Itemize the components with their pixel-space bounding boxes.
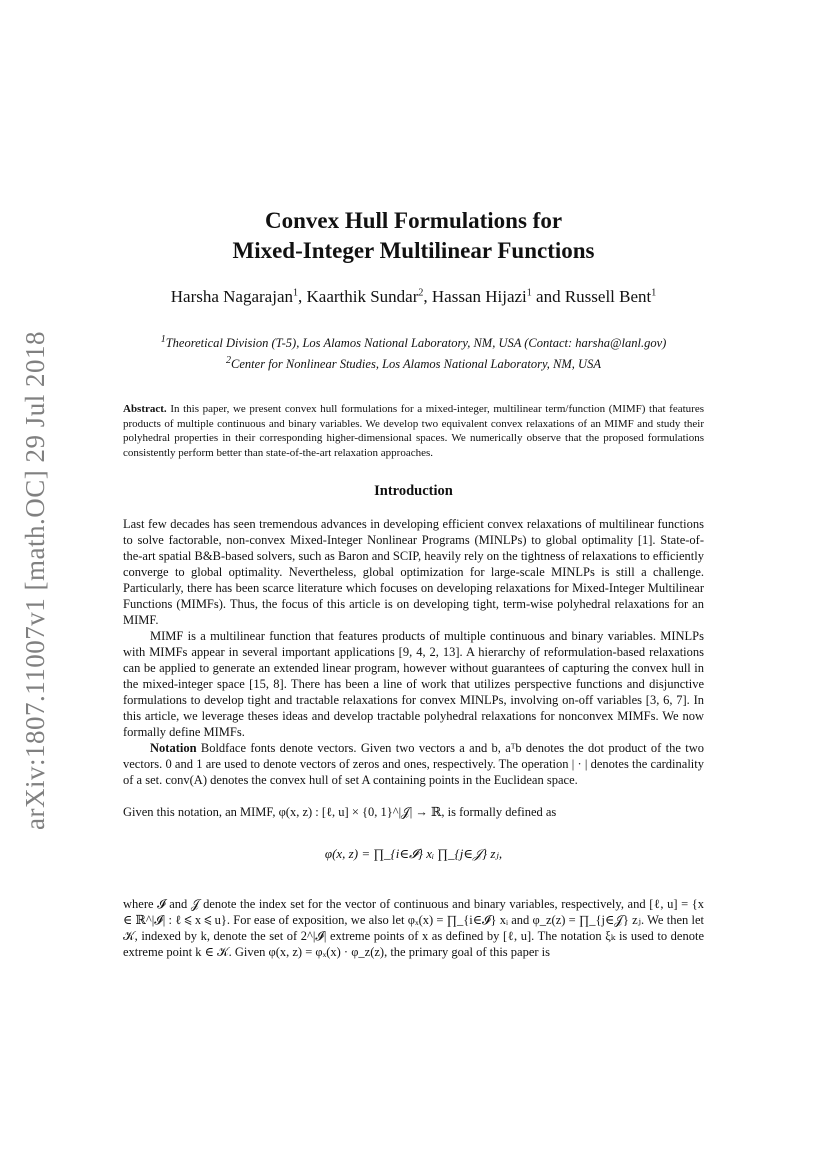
author-name: Kaarthik Sundar — [306, 287, 419, 306]
mimf-equation: φ(x, z) = ∏_{i∈𝓘} xᵢ ∏_{j∈𝒥} zⱼ, — [324, 846, 503, 861]
notation-paragraph — [123, 740, 704, 788]
author-separator: , — [423, 287, 432, 306]
notation-heading: Notation — [150, 741, 197, 755]
abstract — [123, 402, 704, 460]
author-affiliation-mark: 1 — [526, 287, 532, 299]
abstract-label: Abstract. — [123, 403, 167, 415]
introduction-body — [123, 516, 704, 820]
author-separator: , — [298, 287, 307, 306]
paper-title — [123, 206, 704, 266]
author-list — [123, 287, 704, 307]
author-affiliation-mark: 1 — [651, 287, 657, 299]
section-heading: Introduction — [374, 483, 453, 499]
arxiv-identifier: arXiv:1807.11007v1 [math.OC] 29 Jul 2018 — [19, 330, 50, 830]
affiliation-text: Theoretical Division (T-5), Los Alamos National Laboratory, NM, USA (Contact: harsha@lanl.gov) — [165, 336, 667, 351]
affiliations — [123, 331, 704, 373]
affiliation-mark: 1 — [160, 334, 166, 345]
arxiv-stamp — [10, 325, 60, 835]
title-line-2: Mixed-Integer Multilinear Functions — [232, 238, 595, 263]
paragraph: Given this notation, an MIMF, φ(x, z) : [ℓ, u] × {0, 1}^|𝒥| → ℝ, is formally defined as — [123, 805, 557, 819]
affiliation-item — [123, 352, 704, 373]
author-affiliation-mark: 1 — [293, 287, 298, 299]
author-name: Russell Bent — [564, 287, 652, 306]
author-separator: and — [531, 287, 565, 306]
paragraph: MIMF is a multilinear function that features products of multiple continuous and binary variables. MINLPs with MIMFs appear in several important applications [9, 4, 2, 13]. A hierarchy of reformulation-based relaxations can be applied to generate an extended linear program, however without guarantees of capturing the convex hull in the mixed-integer space [15, 8]. There has been a line of work that utilizes perspective functions and disjunctive formulations to develop tight and tractable relaxations for convex MINLPs, involving on-off variables [3, 6, 7]. In this article, we leverage theses ideas and develop tractable polyhedral relaxations for nonconvex MIMFs. We now formally define MIMFs. — [123, 629, 704, 739]
paragraph: where 𝓘 and 𝒥 denote the index set for the vector of continuous and binary variables, respectively, and [ℓ, u] = {x ∈ ℝ^|𝓘| : ℓ ⩽ x ⩽ u}. For ease of exposition, we also let φₓ(x) = ∏_{i∈𝓘} xᵢ and φ_z(z) = ∏_{j∈𝒥} zⱼ. We then let 𝒦, indexed by k, denote the set of 2^|𝓘| extreme points of x as defined by [ℓ, u]. The notation ξₖ is used to denote extreme point k ∈ 𝒦. Given φ(x, z) = φₓ(x) · φ_z(z), the primary goal of this paper is — [123, 897, 704, 959]
paragraph: Last few decades has seen tremendous advances in developing efficient convex relaxations of multilinear functions to solve factorable, non-convex Mixed-Integer Nonlinear Programs (MINLPs) to global optimality [1]. State-of-the-art spatial B&B-based solvers, such as Baron and SCIP, heavily rely on the tightness of relaxations to efficiently converge to global optimality. Nevertheless, global optimization for large-scale MINLPs is still a challenge. Particularly, there has been scarce literature which focuses on developing relaxations for Mixed-Integer Multilinear Functions (MIMFs). Thus, the focus of this article is on developing tight, term-wise polyhedral relaxations for an MIMF. — [123, 517, 704, 627]
notation-text: Boldface fonts denote vectors. Given two vectors a and b, aᵀb denotes the dot product of the two vectors. 0 and 1 are used to denote vectors of zeros and ones, respectively. The operation | · | denotes the cardinality of a set. conv(A) denotes the convex hull of set A containing points in the Euclidean space. — [123, 741, 704, 787]
affiliation-mark: 2 — [226, 355, 232, 367]
abstract-text: In this paper, we present convex hull formulations for a mixed-integer, multilinear term/function (MIMF) that features products of multiple continuous and binary variables. We develop two equivalent convex relaxations of an MIMF and study their polyhedral properties in their corresponding higher-dimensional spaces. We numerically observe that the proposed formulations consistently perform better than state-of-the-art relaxation approaches. — [123, 403, 704, 459]
author-affiliation-mark: 2 — [418, 287, 424, 299]
title-line-1: Convex Hull Formulations for — [264, 208, 563, 233]
affiliation-item — [123, 331, 704, 352]
author-name: Hassan Hijazi — [431, 287, 527, 306]
continuation-text — [123, 896, 704, 960]
author-name: Harsha Nagarajan — [170, 287, 293, 306]
affiliation-text: Center for Nonlinear Studies, Los Alamos National Laboratory, NM, USA — [231, 357, 601, 372]
